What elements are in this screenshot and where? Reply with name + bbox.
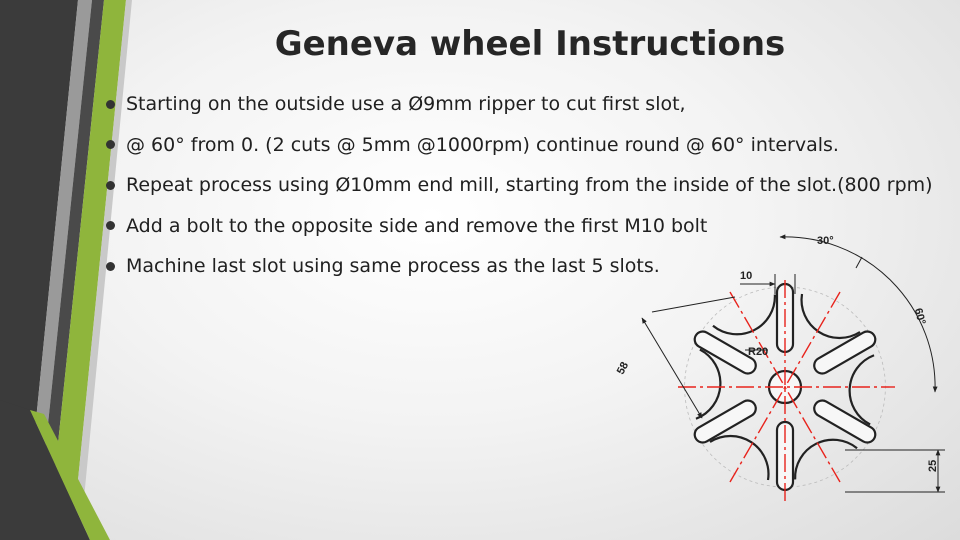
label-dim-25: 25 xyxy=(927,459,939,472)
bullet-text: Machine last slot using same process as the last 5 slots. xyxy=(126,255,660,278)
cutout-arc xyxy=(790,426,857,499)
slot xyxy=(811,329,878,377)
bullet-text: Starting on the outside use a Ø9mm ripper to cut first slot, xyxy=(126,93,686,116)
bullet-text: Repeat process using Ø10mm end mill, starting from the inside of the slot.(800 rpm) xyxy=(126,174,933,197)
arc-tick xyxy=(856,257,862,268)
dim-58-ext xyxy=(652,297,735,312)
label-dim-10: 10 xyxy=(740,270,753,282)
list-item xyxy=(106,165,956,206)
bullet-icon xyxy=(106,100,115,109)
cutout-arc xyxy=(802,294,860,338)
bullet-text: @ 60° from 0. (2 cuts @ 5mm @1000rpm) continue round @ 60° intervals. xyxy=(126,133,839,156)
geneva-wheel-drawing xyxy=(590,222,960,540)
label-radius: R20 xyxy=(748,346,769,358)
bullet-icon xyxy=(106,221,115,230)
slide-title: Geneva wheel Instructions xyxy=(274,24,786,64)
list-item xyxy=(106,84,956,125)
slot xyxy=(692,398,759,446)
label-angle-60: 60° xyxy=(911,306,928,327)
dim-58-line xyxy=(642,318,702,418)
label-dim-58: 58 xyxy=(614,360,632,377)
bullet-icon xyxy=(106,181,115,190)
slot xyxy=(811,398,878,446)
bullet-icon xyxy=(106,262,115,271)
bullet-icon xyxy=(106,140,115,149)
list-item xyxy=(106,125,956,166)
bullet-text: Add a bolt to the opposite side and remove the first M10 bolt xyxy=(126,214,708,237)
label-angle-30: 30° xyxy=(817,235,834,247)
cutout-arc xyxy=(710,436,768,480)
cutout-arc xyxy=(713,276,780,349)
